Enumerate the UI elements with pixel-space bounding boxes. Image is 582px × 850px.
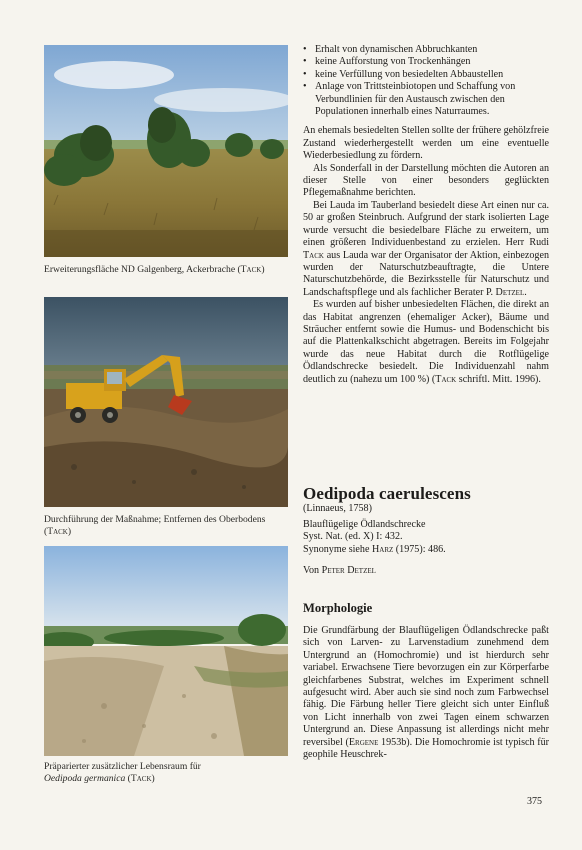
list-item: • keine Verfüllung von besiedelten Abbaustellen	[303, 69, 549, 81]
species-synonyms: Synonyme siehe Harz (1975): 486.	[303, 543, 446, 555]
species-author: (Linnaeus, 1758)	[303, 503, 372, 514]
paragraph-special-case: Als Sonderfall in der Darstellung möchten die Autoren an dieser Stelle von einer besonders geglückten Pflegemaßnahme berichten.	[303, 162, 549, 199]
list-item: • Anlage von Trittsteinbiotopen und Schaffung von Verbundlinien für den Austausch zwischen den Populationen innerhalb eines Naturraumes.	[303, 81, 549, 118]
caption-photo-2: Durchführung der Maßnahme; Entfernen des Oberbodens (Tack)	[44, 514, 266, 537]
morphologie-text: Die Grundfärbung der Blauflügeligen Ödlandschrecke paßt sich von Larven- zu Larvenstadium zunehmend dem Untergrund an (Homochromie) und ist hierdurch sehr variabel. Erwachsene Tiere bevorzugen ein zur Körperfarbe gleichfarbenes Substrat, welches im Experiment schnell aufgesucht wird. Aber auch sie sind noch zum Farbwechsel fähig. Die Färbung heller Tiere gleicht sich unter Einfluß von Licht innerhalb von zwei Tagen einem schwarzen Untergrund an. Diese Anpassung ist allerdings nicht mehr reversibel (Ergene 1953b). Die Homochromie ist typisch für geophile Heuschrek-	[303, 625, 549, 761]
paragraph-restoration: An ehemals besiedelten Stellen sollte der frühere gehölzfreie Zustand wiederhergestellt werden um eine eventuelle Wiederbesiedlung zu fördern.	[303, 125, 549, 162]
right-column-text	[303, 44, 549, 386]
caption-photo-3: Präparierter zusätzlicher Lebensraum für Oedipoda germanica (Tack)	[44, 761, 201, 784]
section-heading-morphologie: Morphologie	[303, 601, 373, 615]
species-common-name: Blauflügelige Ödlandschrecke	[303, 518, 426, 530]
photo-prepared-habitat	[44, 546, 288, 756]
species-meta	[303, 503, 549, 578]
paragraph-lauda: Bei Lauda im Tauberland besiedelt diese Art einen nur ca. 50 ar großen Steinbruch. Aufgrund der stark isolierten Lage wurde versucht die besiedelbare Fläche zu erweitern, um einen größeren Individuenbestand zu erzielen. Herr Rudi Tack aus Lauda war der Organisator der Aktion, einbezogen wurden der Naturschutzbeauftragte, die Untere Naturschutzbehörde, die Bezirksstelle für Naturschutz und Landschaftspflege und als fachlicher Berater P. Detzel.	[303, 199, 549, 298]
measures-list	[303, 44, 549, 118]
species-systematics: Syst. Nat. (ed. X) I: 432.	[303, 531, 403, 543]
list-item: • Erhalt von dynamischen Abbruchkanten	[303, 44, 549, 56]
photo-excavator	[44, 297, 288, 507]
page-number: 375	[527, 796, 542, 807]
species-byline: Von Peter Detzel	[303, 565, 376, 577]
species-title: Oedipoda caerulescens	[303, 484, 471, 503]
paragraph-result: Es wurden auf bisher unbesiedelten Flächen, die direkt an das Habitat angrenzen (ehemaliger Acker), Bäume und Sträucher entfernt sowie die Humus- und Bodenschicht bis auf die Plattenkalkschicht abgetragen. Bereits im Folgejahr wurde das neue Habitat durch die Rotflügelige Ödlandschrecke besiedelt. Die Individuenzahl nahm deutlich zu (nahezu um 100 %) (Tack schriftl. Mitt. 1996).	[303, 299, 549, 385]
list-item: • keine Aufforstung von Trockenhängen	[303, 56, 549, 68]
photo-meadow-galgenberg	[44, 45, 288, 257]
caption-photo-1: Erweiterungsfläche ND Galgenberg, Ackerbrache (Tack)	[44, 264, 265, 275]
